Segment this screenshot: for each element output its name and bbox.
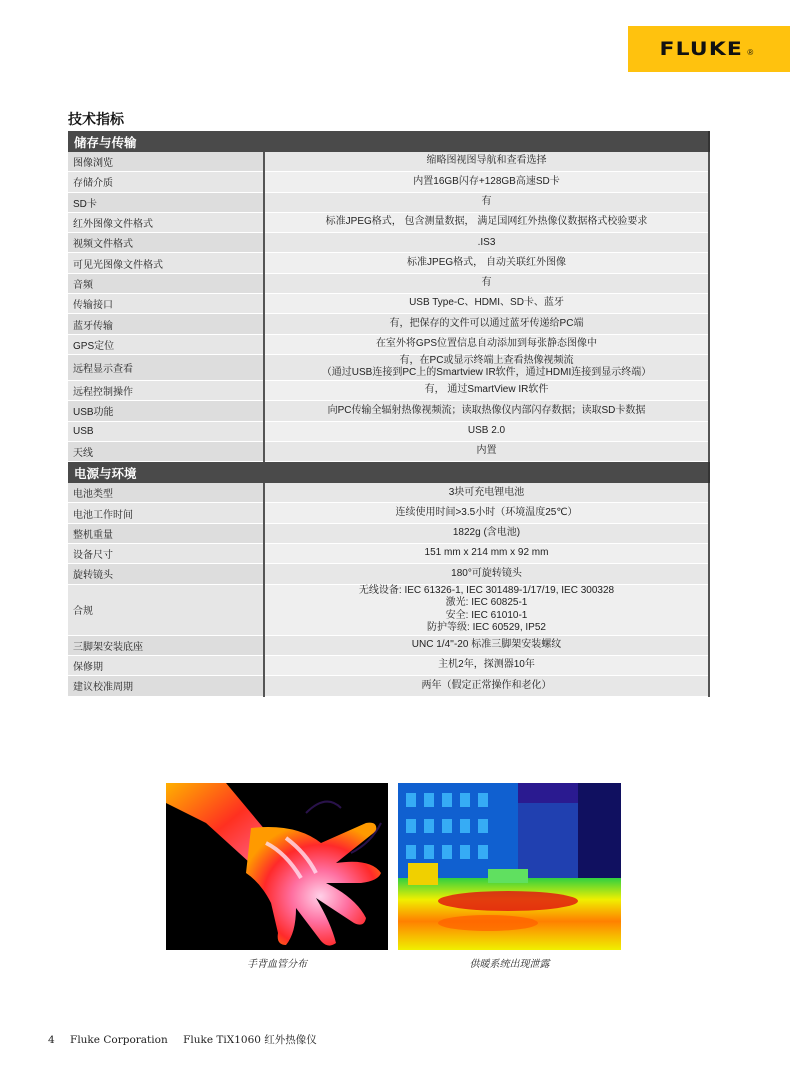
spec-table (68, 131, 710, 697)
section-title: 储存与传输 (68, 131, 709, 152)
spec-value (264, 584, 709, 635)
registered-mark: ® (747, 47, 754, 57)
spec-row (68, 523, 709, 543)
spec-value-line: 有 (481, 277, 492, 289)
spec-row (68, 544, 709, 564)
spec-value-line: 防护等级: IEC 60529, IP52 (427, 622, 546, 634)
spec-row (68, 354, 709, 380)
spec-value-line: 有 (481, 195, 492, 207)
street-image-caption: 供暖系统出现泄露 (469, 959, 550, 970)
spec-value (264, 544, 709, 564)
section-header (68, 462, 709, 484)
spec-value-line: （通过USB连接到PC上的Smartview IR软件，通过HDMI连接到显示终端） (321, 367, 652, 379)
spec-value (264, 380, 709, 400)
spec-value (264, 655, 709, 675)
spec-row (68, 334, 709, 354)
spec-value-line: 标准JPEG格式， 包含测量数据， 满足国网红外热像仪数据格式校验要求 (325, 216, 648, 228)
spec-value-line: .IS3 (477, 236, 496, 248)
spec-value (264, 233, 709, 253)
spec-label: 可见光图像文件格式 (68, 253, 264, 273)
footer-product: Fluke TiX1060 红外热像仪 (183, 1034, 317, 1046)
thermal-image-street (398, 783, 621, 950)
spec-value (264, 172, 709, 192)
spec-row (68, 564, 709, 584)
spec-value-line: UNC 1/4''-20 标准三脚架安装螺纹 (411, 639, 562, 651)
spec-value-line: 主机2年，探测器10年 (438, 659, 535, 671)
spec-label: 合规 (68, 584, 264, 635)
spec-value-line: 标准JPEG格式， 自动关联红外图像 (407, 256, 566, 268)
spec-label: 红外图像文件格式 (68, 212, 264, 232)
spec-value-line: 180°可旋转镜头 (451, 567, 522, 579)
spec-value-line: 向PC传输全辐射热像视频流；读取热像仪内部闪存数据；读取SD卡数据 (327, 404, 646, 416)
spec-row (68, 635, 709, 655)
spec-value (264, 401, 709, 421)
spec-value-line: 在室外将GPS位置信息自动添加到每张静态图像中 (375, 338, 598, 350)
spec-value (264, 503, 709, 523)
spec-value-line: USB 2.0 (467, 424, 506, 436)
spec-value-line: 安全: IEC 61010-1 (445, 609, 528, 621)
spec-row (68, 676, 709, 696)
logo-text: FLUKE (659, 38, 743, 60)
spec-row (68, 655, 709, 675)
spec-label: 视频文件格式 (68, 233, 264, 253)
spec-value-line: 连续使用时间>3.5小时（环境温度25℃） (395, 506, 578, 518)
spec-value (264, 152, 709, 172)
spec-value-line: 3块可充电锂电池 (448, 486, 525, 498)
fluke-logo (628, 26, 790, 72)
page-number: 4 (48, 1034, 55, 1046)
spec-value (264, 441, 709, 461)
spec-label: 电池工作时间 (68, 503, 264, 523)
spec-value-line: 1822g (含电池) (452, 527, 521, 539)
spec-row (68, 503, 709, 523)
spec-label: USB功能 (68, 401, 264, 421)
spec-value-line: 两年（假定正常操作和老化） (421, 679, 552, 691)
spec-value-line: 激光: IEC 60825-1 (445, 597, 528, 609)
spec-label: 保修期 (68, 655, 264, 675)
spec-row (68, 294, 709, 314)
spec-row (68, 212, 709, 232)
spec-value (264, 354, 709, 380)
spec-value (264, 212, 709, 232)
spec-value (264, 192, 709, 212)
spec-label: 三脚架安装底座 (68, 635, 264, 655)
spec-row (68, 192, 709, 212)
spec-label: USB (68, 421, 264, 441)
spec-label: 电池类型 (68, 483, 264, 503)
spec-value-line: 有，在PC或显示终端上查看热像视频流 (399, 354, 574, 366)
spec-label: 天线 (68, 441, 264, 461)
spec-label: 设备尺寸 (68, 544, 264, 564)
spec-value (264, 253, 709, 273)
page-footer (48, 1032, 329, 1047)
spec-value-line: 有，把保存的文件可以通过蓝牙传递给PC端 (389, 317, 584, 329)
spec-label: 音频 (68, 273, 264, 293)
spec-row (68, 421, 709, 441)
spec-label: GPS定位 (68, 334, 264, 354)
spec-row (68, 483, 709, 503)
spec-label: 蓝牙传输 (68, 314, 264, 334)
spec-value-line: 内置16GB闪存+128GB高速SD卡 (413, 175, 560, 187)
spec-row (68, 584, 709, 635)
spec-value (264, 314, 709, 334)
footer-company: Fluke Corporation (70, 1034, 168, 1046)
spec-label: 旋转镜头 (68, 564, 264, 584)
street-thermal-graphic (398, 783, 621, 950)
thermal-image-hand (166, 783, 388, 950)
spec-value (264, 483, 709, 503)
section-title: 电源与环境 (68, 462, 709, 484)
spec-value (264, 523, 709, 543)
spec-row (68, 273, 709, 293)
spec-value (264, 564, 709, 584)
spec-value (264, 676, 709, 696)
spec-label: 整机重量 (68, 523, 264, 543)
spec-label: 图像浏览 (68, 152, 264, 172)
spec-row (68, 441, 709, 461)
spec-row (68, 314, 709, 334)
spec-label: 传输接口 (68, 294, 264, 314)
spec-label: SD卡 (68, 192, 264, 212)
spec-value-line: 内置 (476, 445, 497, 457)
spec-value-line: 无线设备: IEC 61326-1, IEC 301489-1/17/19, IEC 300328 (358, 584, 615, 596)
spec-value-line: 151 mm x 214 mm x 92 mm (424, 547, 549, 559)
spec-value (264, 334, 709, 354)
spec-value-line: 有， 通过SmartView IR软件 (424, 384, 549, 396)
spec-row (68, 233, 709, 253)
spec-row (68, 401, 709, 421)
spec-value-line: 缩略图视图导航和查看选择 (426, 155, 547, 167)
spec-value-line: USB Type-C、HDMI、SD卡、蓝牙 (409, 297, 564, 309)
section-header (68, 131, 709, 152)
spec-label: 远程显示查看 (68, 354, 264, 380)
spec-row (68, 380, 709, 400)
spec-label: 建议校准周期 (68, 676, 264, 696)
spec-label: 存储介质 (68, 172, 264, 192)
spec-label: 远程控制操作 (68, 380, 264, 400)
page-heading: 技术指标 (68, 111, 124, 127)
spec-value (264, 273, 709, 293)
spec-row (68, 253, 709, 273)
spec-value (264, 635, 709, 655)
hand-thermal-graphic (166, 783, 388, 950)
spec-row (68, 152, 709, 172)
spec-value (264, 421, 709, 441)
spec-row (68, 172, 709, 192)
spec-value (264, 294, 709, 314)
hand-image-caption: 手背血管分布 (247, 959, 307, 970)
